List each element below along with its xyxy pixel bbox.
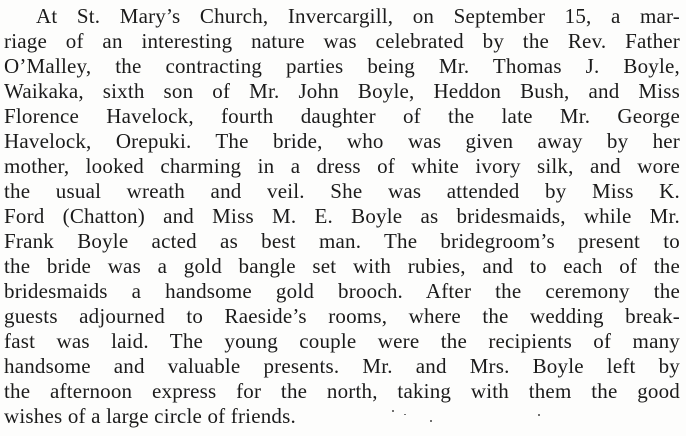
- article-line-8: the usual wreath and veil. She was attended by Miss K.: [4, 179, 680, 203]
- article-line-14: fast was laid. The young couple were the recipients of many: [4, 329, 680, 353]
- print-speckle: [430, 420, 432, 422]
- article-line-3: O’Malley, the contracting parties being Mr. Thomas J. Boyle,: [4, 54, 680, 78]
- article-line-11: the bride was a gold bangle set with rubies, and to each of the: [4, 254, 680, 278]
- print-speckle: [392, 410, 394, 412]
- article-line-7: mother, looked charming in a dress of white ivory silk, and wore: [4, 154, 680, 178]
- article-line-5: Florence Havelock, fourth daughter of the late Mr. George: [4, 104, 680, 128]
- print-speckle: [404, 414, 406, 415]
- article-line-1: At St. Mary’s Church, Invercargill, on September 15, a mar-: [36, 4, 680, 28]
- print-speckle: [538, 414, 540, 416]
- article-line-15: handsome and valuable presents. Mr. and Mrs. Boyle left by: [4, 354, 680, 378]
- article-line-12: bridesmaids a handsome gold brooch. After the ceremony the: [4, 279, 680, 303]
- article-line-6: Havelock, Orepuki. The bride, who was given away by her: [4, 129, 680, 153]
- article-line-9: Ford (Chatton) and Miss M. E. Boyle as bridesmaids, while Mr.: [4, 204, 680, 228]
- article-line-2: riage of an interesting nature was celebrated by the Rev. Father: [4, 29, 680, 53]
- article-line-13: guests adjourned to Raeside’s rooms, where the wedding break-: [4, 304, 680, 328]
- article-line-10: Frank Boyle acted as best man. The bridegroom’s present to: [4, 229, 680, 253]
- article-line-17: wishes of a large circle of friends.: [4, 404, 296, 428]
- article-line-4: Waikaka, sixth son of Mr. John Boyle, Heddon Bush, and Miss: [4, 79, 680, 103]
- article-line-16: the afternoon express for the north, taking with them the good: [4, 379, 680, 403]
